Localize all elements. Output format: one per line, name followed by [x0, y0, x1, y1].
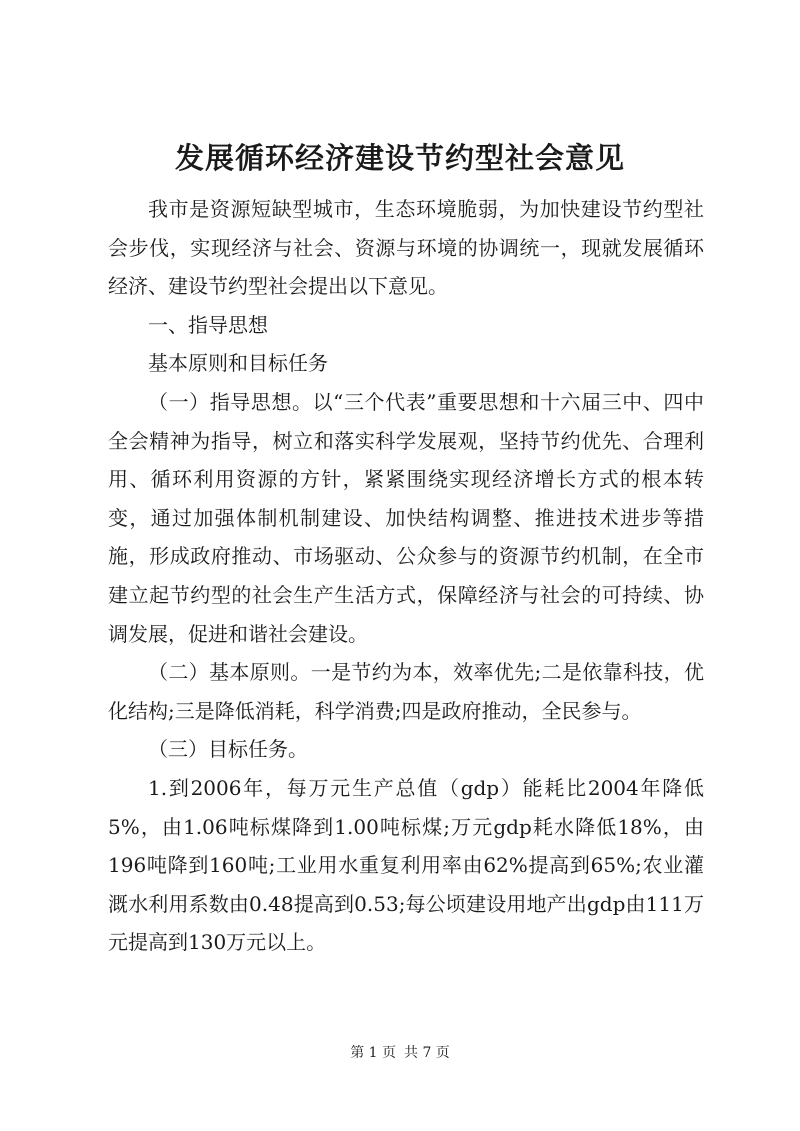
page-footer [0, 1043, 800, 1063]
page-total: 共 7 页 [404, 1045, 450, 1061]
page-number: 第 1 页 [350, 1045, 396, 1061]
section-heading: 一、指导思想 [148, 312, 268, 337]
guiding-ideology-paragraph: （一）指导思想。以“三个代表”重要思想和十六届三中、四中全会精神为指导，树立和落实科学发展观，坚持节约优先、合理利用、循环利用资源的方针，紧紧围绕实现经济增长方式的根本转变，通过加强体制机制建设、加快结构调整、推进技术进步等措施，形成政府推动、市场驱动、公众参与的资源节约机制，在全市建立起节约型的社会生产生活方式，保障经济与社会的可持续、协调发展，促进和谐社会建设。 [108, 389, 704, 646]
document-body [108, 190, 704, 962]
goals-heading: （三）目标任务。 [148, 737, 308, 762]
intro-paragraph: 我市是资源短缺型城市，生态环境脆弱，为加快建设节约型社会步伐，实现经济与社会、资源与环境的协调统一，现就发展循环经济、建设节约型社会提出以下意见。 [108, 197, 704, 299]
document-title: 发展循环经济建设节约型社会意见 [174, 141, 625, 175]
goals-item-1-paragraph: 1.到2006年，每万元生产总值（gdp）能耗比2004年降低5%，由1.06吨标煤降到1.00吨标煤;万元gdp耗水降低18%，由196吨降到160吨;工业用水重复利用率由62%提高到65%;农业灌溉水利用系数由0.48提高到0.53;每公顷建设用地产出gdp由111万元提高到130万元以上。 [108, 775, 704, 955]
basic-principles-paragraph: （二）基本原则。一是节约为本，效率优先;二是依靠科技，优化结构;三是降低消耗，科学消费;四是政府推动，全民参与。 [108, 660, 704, 723]
section-subheading: 基本原则和目标任务 [148, 351, 328, 376]
